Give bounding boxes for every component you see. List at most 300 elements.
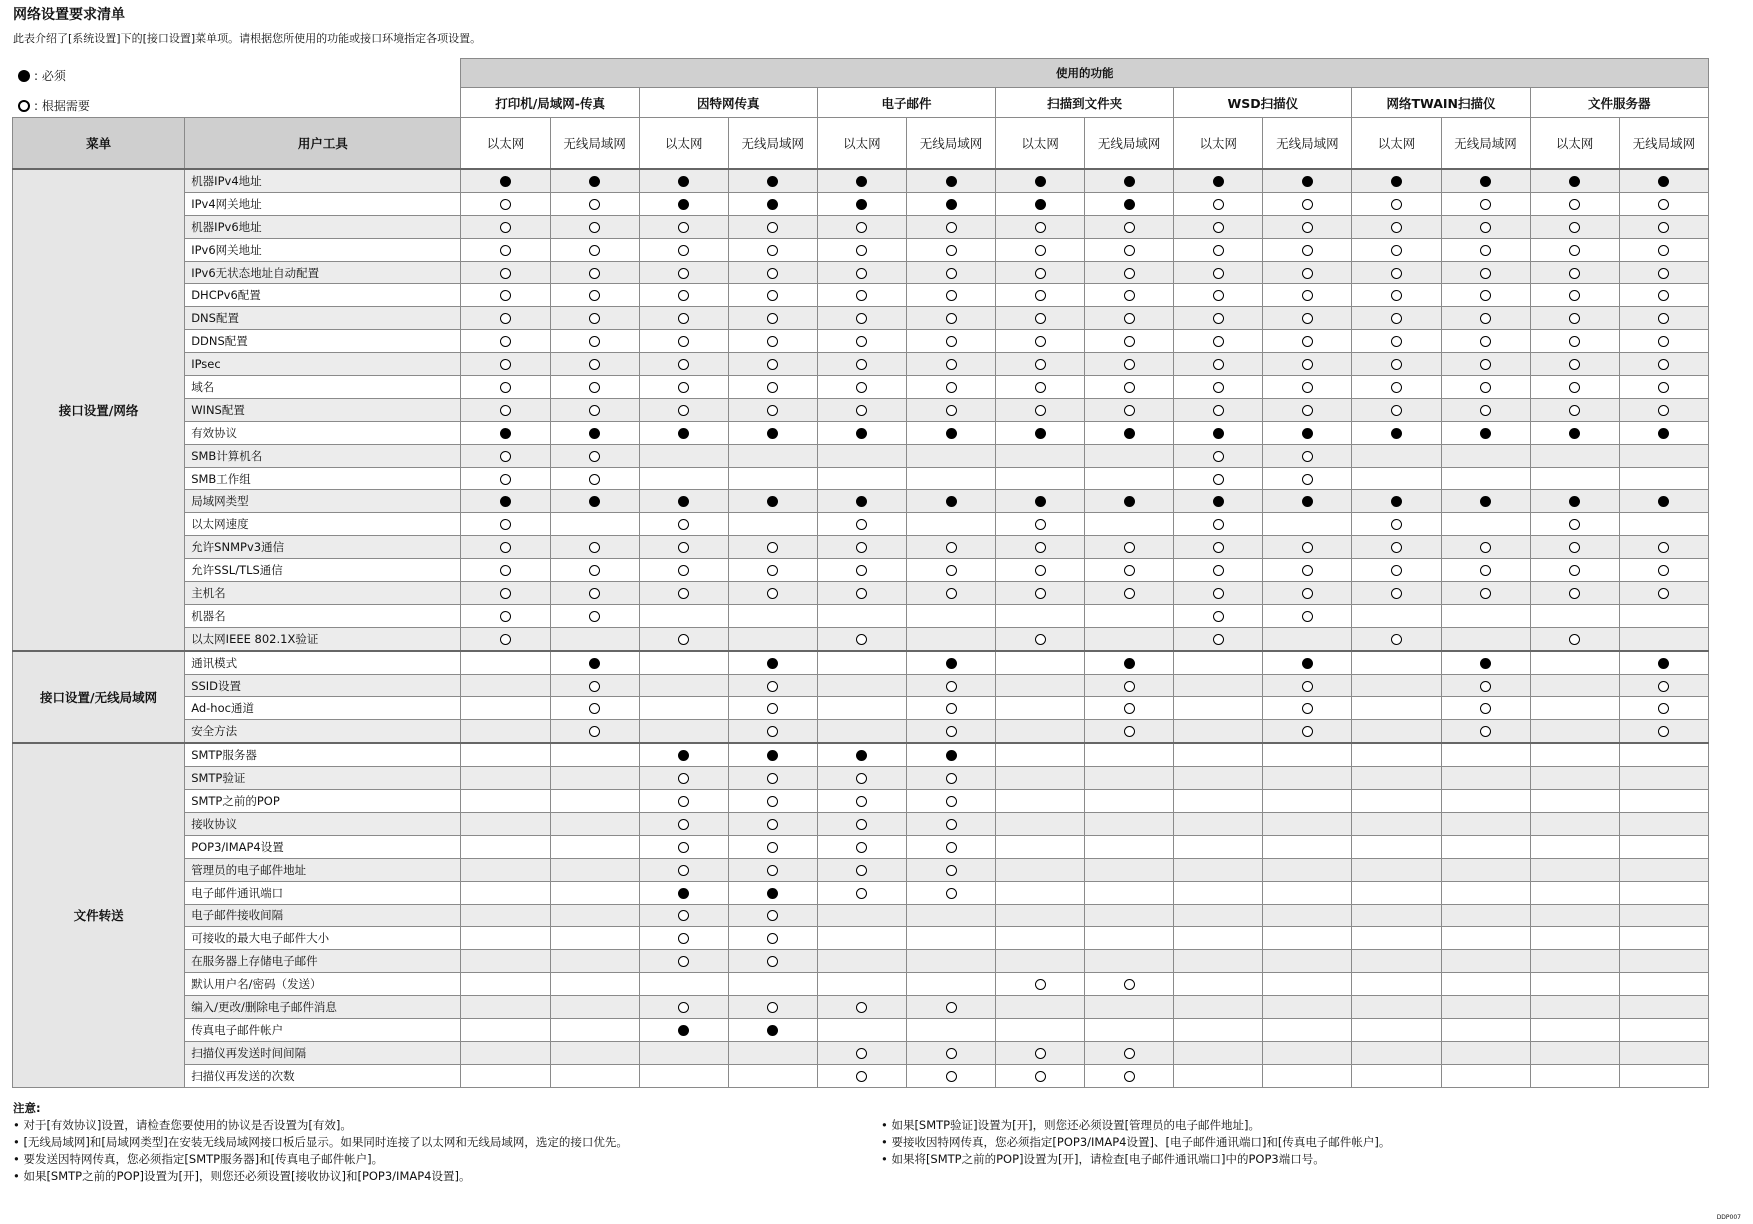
mark-cell	[906, 835, 995, 858]
mark-cell	[461, 790, 550, 813]
mark-cell	[639, 881, 728, 904]
optional-circle-icon	[1658, 565, 1669, 576]
optional-circle-icon	[500, 474, 511, 485]
mark-cell	[1174, 767, 1263, 790]
mark-cell	[1441, 467, 1530, 490]
mark-cell	[817, 582, 906, 605]
mark-cell	[817, 215, 906, 238]
mark-cell	[1530, 444, 1619, 467]
mark-cell	[1530, 697, 1619, 720]
page-title: 网络设置要求清单	[13, 7, 125, 23]
optional-circle-icon	[678, 542, 689, 553]
optional-circle-icon	[1302, 268, 1313, 279]
mark-cell	[817, 950, 906, 973]
mark-cell	[1619, 674, 1708, 697]
mark-cell	[1441, 858, 1530, 881]
table-row	[13, 627, 1709, 650]
user-tool-cell: IPv6网关地址	[185, 238, 461, 261]
optional-circle-icon	[678, 222, 689, 233]
mark-cell	[906, 996, 995, 1019]
mark-cell	[996, 767, 1085, 790]
mark-cell	[728, 1064, 817, 1087]
mark-cell	[1619, 1041, 1708, 1064]
required-dot-icon	[1124, 428, 1135, 439]
required-dot-icon	[856, 496, 867, 507]
mark-cell	[461, 261, 550, 284]
optional-circle-icon	[1569, 313, 1580, 324]
optional-circle-icon	[1391, 565, 1402, 576]
mark-cell	[1441, 720, 1530, 743]
mark-cell	[1263, 1064, 1352, 1087]
required-dot-icon	[1391, 428, 1402, 439]
optional-circle-icon	[1124, 1071, 1135, 1082]
optional-circle-icon	[946, 726, 957, 737]
mark-cell	[906, 376, 995, 399]
mark-cell	[1352, 421, 1441, 444]
optional-circle-icon	[1569, 565, 1580, 576]
optional-circle-icon	[1124, 222, 1135, 233]
mark-cell	[1530, 559, 1619, 582]
mark-cell	[1441, 674, 1530, 697]
table-row	[13, 720, 1709, 743]
optional-circle-icon	[589, 336, 600, 347]
optional-circle-icon	[1035, 382, 1046, 393]
mark-cell	[1263, 353, 1352, 376]
table-row	[13, 674, 1709, 697]
user-tool-cell: 可接收的最大电子邮件大小	[185, 927, 461, 950]
mark-cell	[639, 1064, 728, 1087]
mark-cell	[906, 421, 995, 444]
mark-cell	[1619, 513, 1708, 536]
optional-circle-icon	[1213, 565, 1224, 576]
mark-cell	[1085, 604, 1174, 627]
mark-cell	[1352, 904, 1441, 927]
header-row-columns	[13, 118, 1709, 170]
optional-circle-icon	[1658, 245, 1669, 256]
mark-cell	[1441, 904, 1530, 927]
mark-cell	[996, 353, 1085, 376]
mark-cell	[1441, 996, 1530, 1019]
optional-circle-icon	[678, 519, 689, 530]
optional-circle-icon	[1391, 313, 1402, 324]
optional-circle-icon	[1302, 222, 1313, 233]
optional-circle-icon	[1213, 336, 1224, 347]
mark-cell	[906, 284, 995, 307]
optional-circle-icon	[767, 405, 778, 416]
mark-cell	[1352, 790, 1441, 813]
mark-cell	[1085, 790, 1174, 813]
mark-cell	[906, 927, 995, 950]
optional-circle-icon	[1569, 405, 1580, 416]
mark-cell	[550, 330, 639, 353]
required-dot-icon	[1035, 199, 1046, 210]
optional-circle-icon	[1391, 519, 1402, 530]
function-header: 打印机/局域网-传真	[461, 88, 639, 118]
mark-cell	[817, 490, 906, 513]
optional-circle-icon	[856, 819, 867, 830]
optional-circle-icon	[1658, 703, 1669, 714]
optional-circle-icon	[678, 1002, 689, 1013]
mark-cell	[1619, 261, 1708, 284]
optional-circle-icon	[1035, 542, 1046, 553]
mark-cell	[1530, 674, 1619, 697]
optional-circle-icon	[1213, 245, 1224, 256]
optional-circle-icon	[500, 565, 511, 576]
mark-cell	[996, 513, 1085, 536]
mark-cell	[639, 444, 728, 467]
optional-circle-icon	[1569, 382, 1580, 393]
mark-cell	[550, 398, 639, 421]
optional-circle-icon	[1391, 222, 1402, 233]
required-dot-icon	[1480, 496, 1491, 507]
user-tool-cell: SMTP验证	[185, 767, 461, 790]
required-dot-icon	[1213, 428, 1224, 439]
mark-cell	[639, 467, 728, 490]
mark-cell	[1174, 627, 1263, 650]
mark-cell	[996, 444, 1085, 467]
user-tool-cell: WINS配置	[185, 398, 461, 421]
mark-cell	[461, 927, 550, 950]
optional-circle-icon	[856, 1048, 867, 1059]
user-tool-cell: Ad-hoc通道	[185, 697, 461, 720]
mark-cell	[1263, 398, 1352, 421]
mark-cell	[639, 835, 728, 858]
function-header: 电子邮件	[817, 88, 995, 118]
mark-cell	[1352, 513, 1441, 536]
mark-cell	[1619, 858, 1708, 881]
optional-circle-icon	[1391, 634, 1402, 645]
table-row	[13, 1018, 1709, 1041]
mark-cell	[461, 996, 550, 1019]
mark-cell	[1263, 674, 1352, 697]
mark-cell	[1352, 604, 1441, 627]
optional-circle-icon	[589, 451, 600, 462]
required-dot-icon	[1480, 658, 1491, 669]
optional-circle-icon	[589, 268, 600, 279]
mark-cell	[1174, 536, 1263, 559]
mark-cell	[817, 674, 906, 697]
user-tool-cell: IPsec	[185, 353, 461, 376]
optional-circle-icon	[678, 290, 689, 301]
optional-circle-icon	[1480, 313, 1491, 324]
mark-cell	[1263, 215, 1352, 238]
mark-cell	[550, 1041, 639, 1064]
optional-circle-icon	[767, 819, 778, 830]
optional-circle-icon	[1302, 451, 1313, 462]
mark-cell	[996, 697, 1085, 720]
notes-left	[13, 1100, 628, 1185]
mark-cell	[1085, 467, 1174, 490]
mark-cell	[1619, 720, 1708, 743]
mark-cell	[906, 1018, 995, 1041]
subcolumn-header: 以太网	[996, 118, 1085, 170]
user-tool-cell: 允许SSL/TLS通信	[185, 559, 461, 582]
optional-circle-icon	[946, 382, 957, 393]
optional-circle-icon	[946, 290, 957, 301]
mark-cell	[1441, 421, 1530, 444]
mark-cell	[1174, 604, 1263, 627]
mark-cell	[1352, 651, 1441, 674]
mark-cell	[1263, 261, 1352, 284]
mark-cell	[1441, 215, 1530, 238]
mark-cell	[1441, 627, 1530, 650]
required-dot-icon	[1658, 496, 1669, 507]
optional-circle-icon	[1124, 245, 1135, 256]
mark-cell	[1263, 604, 1352, 627]
mark-cell	[1619, 353, 1708, 376]
mark-cell	[1352, 812, 1441, 835]
mark-cell	[817, 398, 906, 421]
mark-cell	[639, 697, 728, 720]
optional-circle-icon	[1480, 565, 1491, 576]
mark-cell	[1174, 904, 1263, 927]
table-row	[13, 307, 1709, 330]
mark-cell	[1085, 674, 1174, 697]
mark-cell	[1085, 767, 1174, 790]
mark-cell	[1441, 973, 1530, 996]
mark-cell	[728, 284, 817, 307]
mark-cell	[1174, 421, 1263, 444]
optional-circle-icon	[589, 726, 600, 737]
mark-cell	[728, 169, 817, 192]
mark-cell	[639, 490, 728, 513]
mark-cell	[550, 513, 639, 536]
mark-cell	[461, 651, 550, 674]
optional-circle-icon	[500, 199, 511, 210]
optional-circle-icon	[678, 773, 689, 784]
menu-cell: 接口设置/无线局域网	[13, 651, 185, 744]
optional-circle-icon	[589, 405, 600, 416]
mark-cell	[996, 559, 1085, 582]
mark-cell	[1619, 651, 1708, 674]
optional-circle-icon	[500, 336, 511, 347]
required-dot-icon	[767, 428, 778, 439]
mark-cell	[996, 927, 1085, 950]
mark-cell	[1441, 536, 1530, 559]
mark-cell	[1174, 1064, 1263, 1087]
mark-cell	[1085, 169, 1174, 192]
mark-cell	[1530, 536, 1619, 559]
optional-circle-icon	[1658, 268, 1669, 279]
mark-cell	[728, 720, 817, 743]
mark-cell	[1441, 330, 1530, 353]
mark-cell	[1441, 790, 1530, 813]
optional-circle-icon	[1569, 542, 1580, 553]
optional-circle-icon	[1035, 359, 1046, 370]
mark-cell	[461, 536, 550, 559]
mark-cell	[728, 559, 817, 582]
mark-cell	[817, 284, 906, 307]
mark-cell	[996, 1041, 1085, 1064]
user-tool-cell: 传真电子邮件帐户	[185, 1018, 461, 1041]
optional-circle-icon	[1658, 359, 1669, 370]
optional-circle-icon	[1124, 336, 1135, 347]
optional-circle-icon	[767, 359, 778, 370]
mark-cell	[1174, 284, 1263, 307]
required-dot-icon	[678, 888, 689, 899]
optional-circle-icon	[678, 405, 689, 416]
optional-circle-icon	[1569, 290, 1580, 301]
mark-cell	[817, 858, 906, 881]
optional-circle-icon	[589, 611, 600, 622]
mark-cell	[817, 790, 906, 813]
mark-cell	[461, 421, 550, 444]
mark-cell	[461, 192, 550, 215]
required-dot-icon	[1124, 496, 1135, 507]
optional-circle-icon	[1302, 290, 1313, 301]
mark-cell	[1174, 674, 1263, 697]
mark-cell	[817, 973, 906, 996]
optional-circle-icon	[767, 268, 778, 279]
optional-circle-icon	[500, 313, 511, 324]
optional-circle-icon	[1124, 405, 1135, 416]
optional-circle-icon	[500, 634, 511, 645]
mark-cell	[996, 973, 1085, 996]
header-row-functions	[13, 59, 1709, 88]
optional-circle-icon	[946, 222, 957, 233]
table-row	[13, 330, 1709, 353]
mark-cell	[1441, 582, 1530, 605]
optional-circle-icon	[856, 888, 867, 899]
optional-circle-icon	[1480, 290, 1491, 301]
required-dot-icon	[1391, 496, 1402, 507]
mark-cell	[1352, 1018, 1441, 1041]
table-row	[13, 421, 1709, 444]
mark-cell	[461, 215, 550, 238]
mark-cell	[906, 490, 995, 513]
mark-cell	[461, 1064, 550, 1087]
optional-circle-icon	[1302, 726, 1313, 737]
mark-cell	[728, 444, 817, 467]
subcolumn-header: 无线局域网	[1441, 118, 1530, 170]
mark-cell	[1619, 973, 1708, 996]
required-dot-icon	[767, 176, 778, 187]
table-row	[13, 950, 1709, 973]
optional-circle-icon	[1658, 588, 1669, 599]
mark-cell	[996, 421, 1085, 444]
mark-cell	[550, 215, 639, 238]
mark-cell	[728, 790, 817, 813]
mark-cell	[906, 353, 995, 376]
mark-cell	[550, 858, 639, 881]
optional-circle-icon	[1035, 979, 1046, 990]
mark-cell	[728, 743, 817, 766]
mark-cell	[550, 1018, 639, 1041]
mark-cell	[1441, 1018, 1530, 1041]
mark-cell	[1530, 307, 1619, 330]
mark-cell	[1530, 950, 1619, 973]
mark-cell	[1174, 169, 1263, 192]
optional-circle-icon	[1124, 1048, 1135, 1059]
mark-cell	[550, 674, 639, 697]
mark-cell	[1352, 674, 1441, 697]
table-row	[13, 376, 1709, 399]
optional-circle-icon	[678, 796, 689, 807]
mark-cell	[639, 536, 728, 559]
required-dot-icon	[500, 176, 511, 187]
table-row	[13, 1041, 1709, 1064]
optional-circle-icon	[946, 542, 957, 553]
mark-cell	[1619, 215, 1708, 238]
mark-cell	[1352, 238, 1441, 261]
mark-cell	[906, 192, 995, 215]
mark-cell	[1263, 1041, 1352, 1064]
function-header: 因特网传真	[639, 88, 817, 118]
optional-circle-icon	[767, 842, 778, 853]
mark-cell	[1263, 927, 1352, 950]
mark-cell	[461, 238, 550, 261]
mark-cell	[1530, 513, 1619, 536]
mark-cell	[996, 651, 1085, 674]
optional-circle-icon	[1658, 290, 1669, 301]
mark-cell	[728, 238, 817, 261]
mark-cell	[639, 1041, 728, 1064]
mark-cell	[550, 651, 639, 674]
mark-cell	[1263, 812, 1352, 835]
optional-circle-icon	[1124, 382, 1135, 393]
mark-cell	[1352, 467, 1441, 490]
mark-cell	[1530, 376, 1619, 399]
mark-cell	[461, 169, 550, 192]
mark-cell	[461, 398, 550, 421]
mark-cell	[1441, 192, 1530, 215]
optional-circle-icon	[767, 726, 778, 737]
mark-cell	[1174, 1041, 1263, 1064]
mark-cell	[996, 881, 1085, 904]
mark-cell	[1619, 1018, 1708, 1041]
optional-circle-icon	[946, 819, 957, 830]
mark-cell	[996, 238, 1085, 261]
optional-circle-icon	[1035, 336, 1046, 347]
mark-cell	[1174, 238, 1263, 261]
mark-cell	[1352, 376, 1441, 399]
optional-circle-icon	[856, 588, 867, 599]
mark-cell	[996, 261, 1085, 284]
mark-cell	[728, 307, 817, 330]
mark-cell	[817, 353, 906, 376]
mark-cell	[1352, 1041, 1441, 1064]
mark-cell	[906, 674, 995, 697]
optional-circle-icon	[678, 359, 689, 370]
mark-cell	[1085, 490, 1174, 513]
mark-cell	[550, 720, 639, 743]
mark-cell	[1441, 353, 1530, 376]
mark-cell	[1530, 790, 1619, 813]
mark-cell	[817, 743, 906, 766]
mark-cell	[728, 973, 817, 996]
notes-heading: 注意:	[13, 1101, 41, 1115]
optional-circle-icon	[1213, 405, 1224, 416]
required-dot-icon	[500, 428, 511, 439]
mark-cell	[1263, 904, 1352, 927]
optional-circle-icon	[589, 542, 600, 553]
mark-cell	[550, 376, 639, 399]
mark-cell	[1352, 835, 1441, 858]
mark-cell	[1530, 927, 1619, 950]
mark-cell	[996, 192, 1085, 215]
user-tool-cell: 电子邮件接收间隔	[185, 904, 461, 927]
table-row	[13, 973, 1709, 996]
optional-circle-icon	[678, 819, 689, 830]
optional-circle-icon	[500, 588, 511, 599]
optional-circle-icon	[1302, 565, 1313, 576]
user-tool-cell: IPv4网关地址	[185, 192, 461, 215]
mark-cell	[461, 376, 550, 399]
optional-circle-icon	[767, 336, 778, 347]
user-tool-cell: 局域网类型	[185, 490, 461, 513]
optional-circle-icon	[1035, 1071, 1046, 1082]
mark-cell	[550, 284, 639, 307]
